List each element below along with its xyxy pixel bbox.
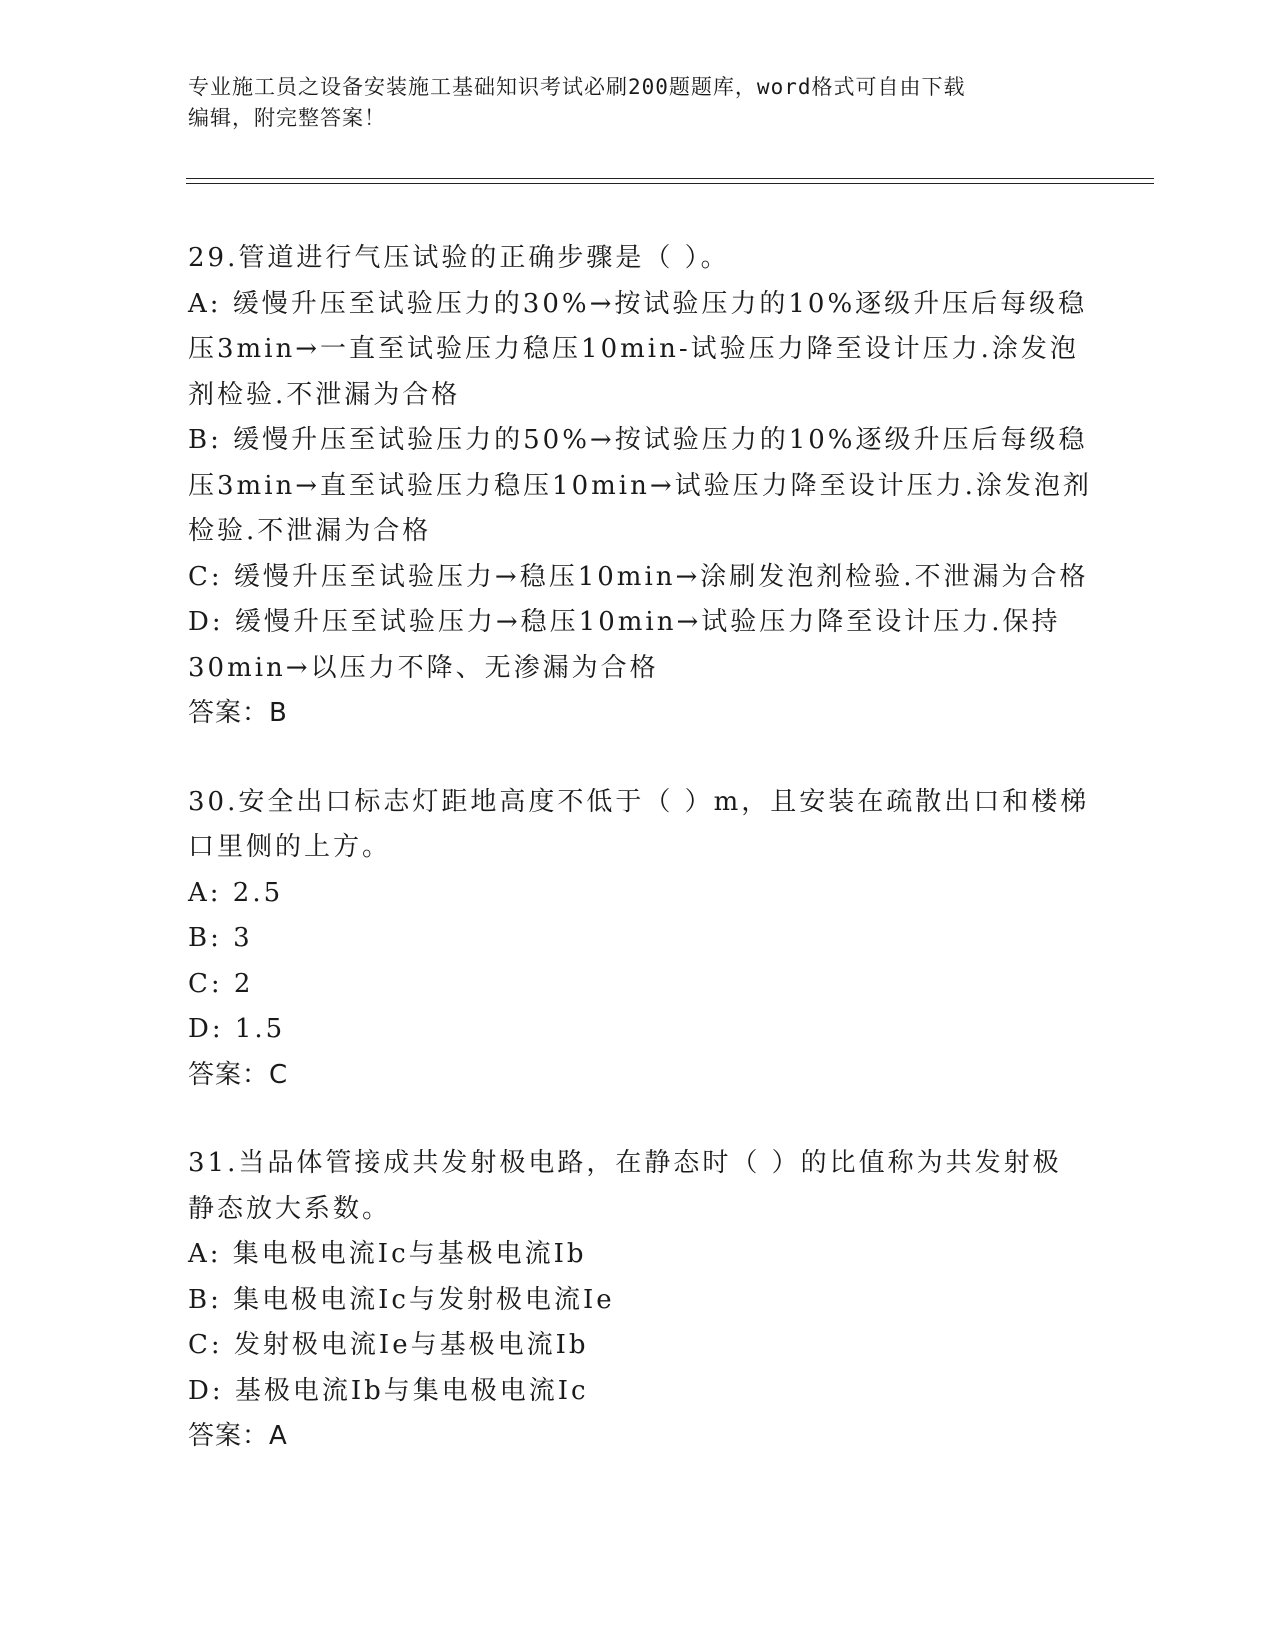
option-c: C: 发射极电流Ie与基极电流Ib	[188, 1330, 589, 1360]
header-divider-bottom	[186, 183, 1154, 184]
option-c	[188, 555, 1088, 601]
option-a	[188, 282, 1088, 419]
option-text: 30min→以压力不降、无渗漏为合格	[188, 652, 659, 683]
document-header	[188, 72, 1088, 134]
option-a: A: 集电极电流Ic与基极电流Ib	[188, 1239, 587, 1269]
question-stem: 30.安全出口标志灯距地高度不低于（ ）m，且安装在疏散出口和楼梯	[188, 786, 1090, 817]
option-d	[188, 600, 1088, 691]
answer-label: 答案：C	[188, 1059, 289, 1090]
option-text: C: 缓慢升压至试验压力→稳压10min→涂刷发泡剂检验.不泄漏为合格	[188, 561, 1089, 592]
question-stem: 29.管道进行气压试验的正确步骤是（ ）。	[188, 243, 730, 273]
option-text: 剂检验.不泄漏为合格	[188, 379, 461, 410]
option-a: A: 2.5	[188, 877, 284, 908]
header-line-1: 专业施工员之设备安装施工基础知识考试必刷200题题库，word格式可自由下载	[188, 75, 966, 99]
option-b: B: 3	[188, 923, 253, 953]
question-30	[188, 780, 1088, 1099]
option-text: D: 缓慢升压至试验压力→稳压10min→试验压力降至设计压力.保持	[188, 607, 1061, 637]
option-c: C: 2	[188, 968, 254, 999]
option-text: B: 缓慢升压至试验压力的50%→按试验压力的10%逐级升压后每级稳	[188, 425, 1088, 455]
header-divider-top	[186, 178, 1154, 179]
answer-label: 答案：A	[188, 1421, 288, 1451]
option-text: 压3min→直至试验压力稳压10min→试验压力降至设计压力.涂发泡剂	[188, 470, 1092, 501]
question-stem: 31.当品体管接成共发射极电路，在静态时（ ）的比值称为共发射极	[188, 1148, 1062, 1178]
header-line-2: 编辑，附完整答案！	[188, 106, 386, 130]
option-b: B: 集电极电流Ic与发射极电流Ie	[188, 1284, 615, 1315]
option-text: A: 缓慢升压至试验压力的30%→按试验压力的10%逐级升压后每级稳	[188, 288, 1088, 319]
answer-label: 答案：B	[188, 698, 288, 728]
option-text: 检验.不泄漏为合格	[188, 516, 432, 546]
question-29	[188, 236, 1092, 737]
option-text: 压3min→一直至试验压力稳压10min-试验压力降至设计压力.涂发泡	[188, 334, 1079, 364]
question-31	[188, 1141, 1088, 1460]
option-d: D: 基极电流Ib与集电极电流Ic	[188, 1375, 589, 1406]
option-d: D: 1.5	[188, 1014, 286, 1044]
question-stem: 口里侧的上方。	[188, 832, 392, 862]
question-stem: 静态放大系数。	[188, 1193, 392, 1224]
option-b	[188, 418, 1092, 555]
question-list	[188, 236, 1092, 1503]
